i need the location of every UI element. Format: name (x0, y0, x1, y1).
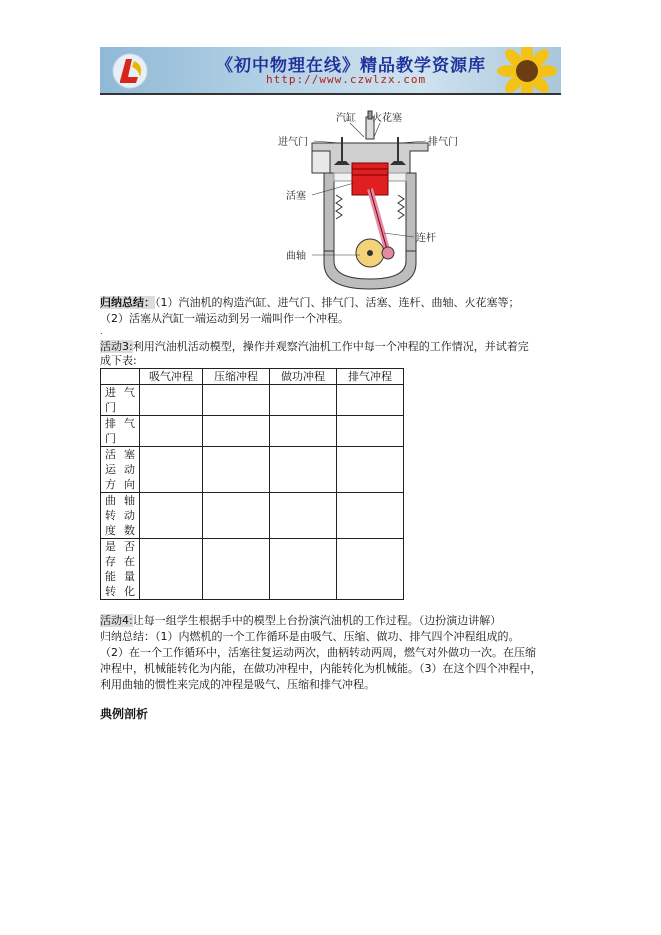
activity4-summary-2: （2）在一个工作循环中，活塞往复运动两次，曲柄转动两周，燃气对外做功一次。在压缩 (100, 646, 536, 659)
table-row-label: 排气门 (101, 416, 140, 447)
table-row-label: 曲轴转动度数 (101, 493, 140, 539)
activity4-label: 活动4: (100, 614, 133, 627)
table-cell (140, 385, 203, 416)
activity3-line-1 (100, 339, 529, 355)
table-row-label: 是否存在能量转化 (101, 539, 140, 600)
table-row (101, 493, 404, 539)
table-row-label: 进气门 (101, 385, 140, 416)
label-cylinder: 汽缸 (336, 113, 356, 124)
table-cell (140, 416, 203, 447)
table-row (101, 416, 404, 447)
activity4-summary-3: 冲程中，机械能转化为内能，在做功冲程中，内能转化为机械能。（3）在这个四个冲程中， (100, 662, 542, 675)
label-intake-valve: 进气门 (278, 137, 308, 148)
table-cell (140, 447, 203, 493)
section-heading: 典例剖析 (100, 707, 149, 721)
activity3-line-2: 成下表: (100, 354, 137, 367)
sunflower-icon (479, 47, 559, 95)
header-banner (100, 47, 561, 95)
table-row (101, 539, 404, 600)
summary-text-1: （1）汽油机的构造汽缸、进气门、排气门、活塞、连杆、曲轴、火花塞等； (155, 296, 520, 309)
label-exhaust-valve: 排气门 (428, 137, 458, 148)
table-cell (140, 539, 203, 600)
table-cell (270, 416, 337, 447)
banner-title: 《初中物理在线》精品教学资源库 (216, 56, 486, 76)
table-cell (270, 539, 337, 600)
table-row (101, 385, 404, 416)
table-header-exhaust: 排气冲程 (337, 369, 404, 385)
gasoline-engine-diagram (270, 103, 470, 293)
table-header-compression: 压缩冲程 (203, 369, 270, 385)
table-cell (270, 493, 337, 539)
table-cell (203, 493, 270, 539)
activity4-text: 让每一组学生根据手中的模型上台扮演汽油机的工作过程。（边扮演边讲解） (132, 614, 502, 627)
table-header-power: 做功冲程 (270, 369, 337, 385)
label-piston: 活塞 (286, 191, 306, 202)
table-header-row (101, 369, 404, 385)
table-cell (203, 416, 270, 447)
table-cell (140, 493, 203, 539)
activity4-line-1 (100, 613, 501, 629)
table-cell (203, 447, 270, 493)
activity3-text-1: 利用汽油机活动模型，操作并观察汽油机工作中每一个冲程的工作情况，并试着完 (132, 340, 529, 353)
label-crankshaft: 曲轴 (286, 251, 306, 262)
summary-heading: 归纳总结： (100, 296, 155, 309)
table-header-intake: 吸气冲程 (140, 369, 203, 385)
table-cell (337, 416, 404, 447)
summary-line-2: （2）活塞从汽缸一端运动到另一端叫作一个冲程。 (100, 312, 349, 325)
activity3-label: 活动3: (100, 340, 133, 353)
table-cell (270, 447, 337, 493)
activity4-summary-4: 利用曲轴的惯性来完成的冲程是吸气、压缩和排气冲程。 (100, 678, 375, 691)
label-spark-plug: 火花塞 (372, 113, 402, 124)
banner-url: http://www.czwlzx.com (266, 73, 427, 86)
table-cell (203, 385, 270, 416)
table-cell (337, 385, 404, 416)
summary-line-1 (100, 295, 520, 311)
stroke-table (100, 368, 404, 600)
label-connecting-rod: 连杆 (416, 233, 436, 244)
activity4-summary-1: 归纳总结：（1）内燃机的一个工作循环是由吸气、压缩、做功、排气四个冲程组成的。 (100, 630, 520, 643)
table-header-empty (101, 369, 140, 385)
table-cell (203, 539, 270, 600)
stray-dot: . (100, 327, 103, 336)
table-cell (270, 385, 337, 416)
table-row (101, 447, 404, 493)
table-cell (337, 493, 404, 539)
table-cell (337, 447, 404, 493)
table-cell (337, 539, 404, 600)
table-row-label: 活塞运动方向 (101, 447, 140, 493)
site-logo-icon (110, 51, 150, 89)
